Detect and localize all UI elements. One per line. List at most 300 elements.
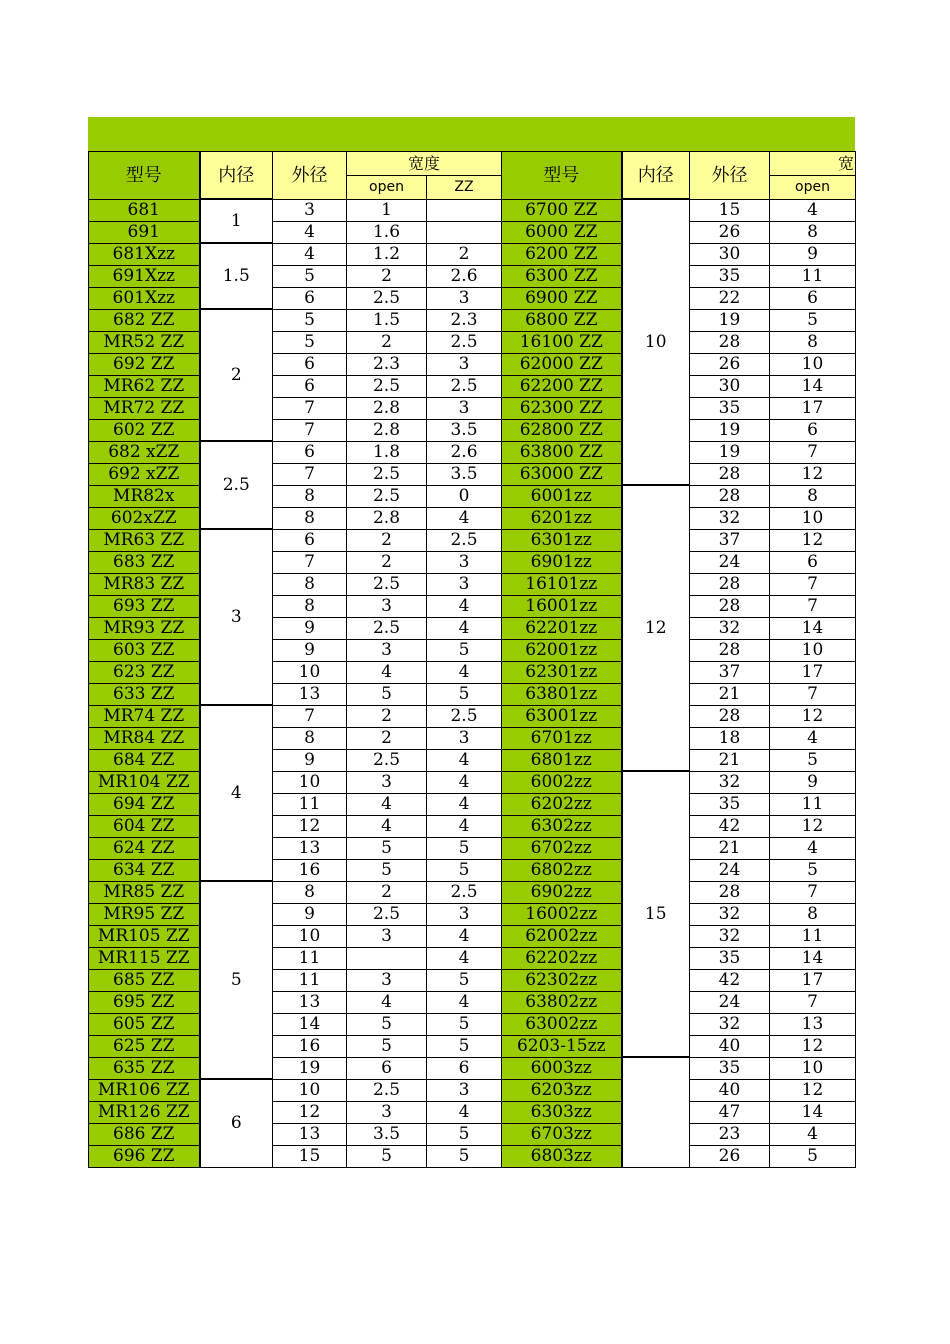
right-width-open-cell: 17 bbox=[770, 661, 856, 683]
right-width-open-cell: 11 bbox=[770, 265, 856, 287]
right-model-cell: 62300 ZZ bbox=[502, 397, 622, 419]
right-outer-diameter-cell: 47 bbox=[690, 1101, 770, 1123]
left-width-open-cell: 5 bbox=[347, 837, 427, 859]
right-width-open-cell: 7 bbox=[770, 683, 856, 705]
left-width-zz-cell: 2 bbox=[427, 243, 502, 265]
left-width-open-cell: 5 bbox=[347, 1145, 427, 1167]
title-band bbox=[88, 117, 855, 151]
right-outer-diameter-cell: 28 bbox=[690, 463, 770, 485]
left-model-cell: 623 ZZ bbox=[89, 661, 200, 683]
left-width-open-cell: 2.3 bbox=[347, 353, 427, 375]
left-model-cell: 692 ZZ bbox=[89, 353, 200, 375]
right-outer-diameter-cell: 15 bbox=[690, 199, 770, 221]
left-model-cell: MR104 ZZ bbox=[89, 771, 200, 793]
table-row bbox=[89, 309, 856, 331]
left-outer-diameter-cell: 8 bbox=[273, 595, 347, 617]
right-model-cell: 6902zz bbox=[502, 881, 622, 903]
left-width-zz-cell: 4 bbox=[427, 749, 502, 771]
right-width-open-cell: 12 bbox=[770, 1035, 856, 1057]
left-outer-diameter-cell: 13 bbox=[273, 837, 347, 859]
right-model-cell: 6703zz bbox=[502, 1123, 622, 1145]
right-outer-diameter-cell: 24 bbox=[690, 551, 770, 573]
left-model-cell: 602 ZZ bbox=[89, 419, 200, 441]
right-outer-diameter-cell: 42 bbox=[690, 969, 770, 991]
right-width-open-cell: 7 bbox=[770, 881, 856, 903]
left-model-cell: 681Xzz bbox=[89, 243, 200, 265]
left-model-cell: MR82x bbox=[89, 485, 200, 507]
left-width-open-cell: 4 bbox=[347, 991, 427, 1013]
right-outer-diameter-cell: 28 bbox=[690, 485, 770, 507]
left-outer-diameter-cell: 8 bbox=[273, 727, 347, 749]
left-width-zz-cell: 2.5 bbox=[427, 705, 502, 727]
table-row bbox=[89, 243, 856, 265]
left-width-zz-cell: 2.6 bbox=[427, 441, 502, 463]
left-width-open-cell: 5 bbox=[347, 1013, 427, 1035]
left-model-cell: 603 ZZ bbox=[89, 639, 200, 661]
right-width-open-cell: 4 bbox=[770, 837, 856, 859]
right-model-cell: 6803zz bbox=[502, 1145, 622, 1167]
right-model-cell: 6003zz bbox=[502, 1057, 622, 1079]
right-width-open-cell: 14 bbox=[770, 947, 856, 969]
left-width-open-cell: 2.5 bbox=[347, 287, 427, 309]
table-row bbox=[89, 529, 856, 551]
left-outer-diameter-cell: 14 bbox=[273, 1013, 347, 1035]
left-model-cell: 684 ZZ bbox=[89, 749, 200, 771]
right-width-open-cell: 8 bbox=[770, 221, 856, 243]
right-model-cell: 63800 ZZ bbox=[502, 441, 622, 463]
right-outer-diameter-cell: 35 bbox=[690, 265, 770, 287]
left-width-zz-cell: 4 bbox=[427, 947, 502, 969]
left-width-open-cell: 2.8 bbox=[347, 397, 427, 419]
left-model-cell: MR84 ZZ bbox=[89, 727, 200, 749]
right-model-cell: 6801zz bbox=[502, 749, 622, 771]
left-width-open-cell bbox=[347, 947, 427, 969]
right-outer-diameter-cell: 35 bbox=[690, 947, 770, 969]
header-open: open bbox=[347, 175, 427, 199]
left-width-open-cell: 5 bbox=[347, 683, 427, 705]
right-width-open-cell: 17 bbox=[770, 969, 856, 991]
right-model-cell: 62001zz bbox=[502, 639, 622, 661]
left-width-zz-cell: 5 bbox=[427, 1123, 502, 1145]
left-model-cell: MR83 ZZ bbox=[89, 573, 200, 595]
left-outer-diameter-cell: 9 bbox=[273, 617, 347, 639]
left-width-zz-cell: 3 bbox=[427, 551, 502, 573]
left-inner-diameter-cell: 2.5 bbox=[200, 441, 273, 529]
right-outer-diameter-cell: 21 bbox=[690, 837, 770, 859]
left-outer-diameter-cell: 11 bbox=[273, 969, 347, 991]
right-model-cell: 16101zz bbox=[502, 573, 622, 595]
right-model-cell: 6303zz bbox=[502, 1101, 622, 1123]
left-width-zz-cell: 3.5 bbox=[427, 463, 502, 485]
left-outer-diameter-cell: 8 bbox=[273, 507, 347, 529]
left-outer-diameter-cell: 16 bbox=[273, 859, 347, 881]
left-width-open-cell: 2.5 bbox=[347, 903, 427, 925]
header-inner-diameter: 内径 bbox=[200, 152, 273, 200]
left-model-cell: 605 ZZ bbox=[89, 1013, 200, 1035]
left-width-zz-cell: 3 bbox=[427, 1079, 502, 1101]
right-model-cell: 6203-15zz bbox=[502, 1035, 622, 1057]
right-outer-diameter-cell: 28 bbox=[690, 705, 770, 727]
left-model-cell: 686 ZZ bbox=[89, 1123, 200, 1145]
left-outer-diameter-cell: 5 bbox=[273, 331, 347, 353]
right-width-open-cell: 8 bbox=[770, 485, 856, 507]
left-width-open-cell: 5 bbox=[347, 859, 427, 881]
left-outer-diameter-cell: 11 bbox=[273, 793, 347, 815]
left-model-cell: MR72 ZZ bbox=[89, 397, 200, 419]
right-width-open-cell: 4 bbox=[770, 727, 856, 749]
right-outer-diameter-cell: 19 bbox=[690, 441, 770, 463]
left-model-cell: MR62 ZZ bbox=[89, 375, 200, 397]
left-outer-diameter-cell: 6 bbox=[273, 529, 347, 551]
left-width-open-cell: 6 bbox=[347, 1057, 427, 1079]
left-model-cell: 604 ZZ bbox=[89, 815, 200, 837]
right-width-open-cell: 8 bbox=[770, 331, 856, 353]
left-width-zz-cell: 3 bbox=[427, 287, 502, 309]
left-width-zz-cell: 4 bbox=[427, 991, 502, 1013]
left-width-open-cell: 2.8 bbox=[347, 507, 427, 529]
left-width-zz-cell: 5 bbox=[427, 1013, 502, 1035]
left-outer-diameter-cell: 7 bbox=[273, 551, 347, 573]
left-model-cell: 624 ZZ bbox=[89, 837, 200, 859]
left-model-cell: MR105 ZZ bbox=[89, 925, 200, 947]
left-width-zz-cell: 4 bbox=[427, 595, 502, 617]
right-outer-diameter-cell: 35 bbox=[690, 1057, 770, 1079]
right-outer-diameter-cell: 18 bbox=[690, 727, 770, 749]
left-outer-diameter-cell: 9 bbox=[273, 749, 347, 771]
left-outer-diameter-cell: 13 bbox=[273, 683, 347, 705]
table-row bbox=[89, 441, 856, 463]
right-model-cell: 6001zz bbox=[502, 485, 622, 507]
header-inner-diameter-right: 内径 bbox=[622, 152, 690, 200]
left-width-open-cell: 2 bbox=[347, 331, 427, 353]
left-width-open-cell: 2 bbox=[347, 551, 427, 573]
left-width-open-cell: 2 bbox=[347, 705, 427, 727]
left-width-zz-cell: 5 bbox=[427, 1035, 502, 1057]
left-inner-diameter-cell: 2 bbox=[200, 309, 273, 441]
left-width-zz-cell: 4 bbox=[427, 1101, 502, 1123]
right-outer-diameter-cell: 26 bbox=[690, 221, 770, 243]
left-width-open-cell: 2 bbox=[347, 881, 427, 903]
left-model-cell: 625 ZZ bbox=[89, 1035, 200, 1057]
left-width-open-cell: 4 bbox=[347, 661, 427, 683]
left-model-cell: 601Xzz bbox=[89, 287, 200, 309]
left-width-zz-cell: 2.5 bbox=[427, 331, 502, 353]
right-outer-diameter-cell: 37 bbox=[690, 661, 770, 683]
header-zz: ZZ bbox=[427, 175, 502, 199]
left-width-zz-cell: 2.6 bbox=[427, 265, 502, 287]
left-width-zz-cell: 5 bbox=[427, 837, 502, 859]
left-outer-diameter-cell: 5 bbox=[273, 265, 347, 287]
left-outer-diameter-cell: 10 bbox=[273, 661, 347, 683]
right-outer-diameter-cell: 30 bbox=[690, 243, 770, 265]
right-outer-diameter-cell: 30 bbox=[690, 375, 770, 397]
right-model-cell: 6203zz bbox=[502, 1079, 622, 1101]
right-outer-diameter-cell: 40 bbox=[690, 1035, 770, 1057]
left-width-open-cell: 3.5 bbox=[347, 1123, 427, 1145]
right-model-cell: 6300 ZZ bbox=[502, 265, 622, 287]
right-width-open-cell: 5 bbox=[770, 1145, 856, 1167]
right-outer-diameter-cell: 32 bbox=[690, 507, 770, 529]
left-width-zz-cell bbox=[427, 199, 502, 221]
right-model-cell: 16002zz bbox=[502, 903, 622, 925]
left-width-zz-cell: 4 bbox=[427, 925, 502, 947]
left-model-cell: 693 ZZ bbox=[89, 595, 200, 617]
right-model-cell: 63002zz bbox=[502, 1013, 622, 1035]
left-outer-diameter-cell: 3 bbox=[273, 199, 347, 221]
left-outer-diameter-cell: 10 bbox=[273, 771, 347, 793]
right-model-cell: 6000 ZZ bbox=[502, 221, 622, 243]
left-model-cell: MR126 ZZ bbox=[89, 1101, 200, 1123]
left-inner-diameter-cell: 3 bbox=[200, 529, 273, 705]
left-width-open-cell: 1.5 bbox=[347, 309, 427, 331]
right-width-open-cell: 5 bbox=[770, 749, 856, 771]
header-model: 型号 bbox=[89, 152, 200, 200]
left-inner-diameter-cell: 6 bbox=[200, 1079, 273, 1167]
left-model-cell: MR106 ZZ bbox=[89, 1079, 200, 1101]
header-open-right: open bbox=[770, 175, 856, 199]
table-row bbox=[89, 705, 856, 727]
left-model-cell: 694 ZZ bbox=[89, 793, 200, 815]
right-width-open-cell: 10 bbox=[770, 353, 856, 375]
left-width-zz-cell: 3 bbox=[427, 397, 502, 419]
right-model-cell: 62000 ZZ bbox=[502, 353, 622, 375]
right-model-cell: 6900 ZZ bbox=[502, 287, 622, 309]
left-width-open-cell: 3 bbox=[347, 925, 427, 947]
left-width-open-cell: 2 bbox=[347, 265, 427, 287]
right-model-cell: 63001zz bbox=[502, 705, 622, 727]
right-outer-diameter-cell: 21 bbox=[690, 683, 770, 705]
header-model-right: 型号 bbox=[502, 152, 622, 200]
header-row bbox=[89, 152, 856, 176]
left-width-zz-cell: 5 bbox=[427, 1145, 502, 1167]
right-width-open-cell: 8 bbox=[770, 903, 856, 925]
right-model-cell: 6802zz bbox=[502, 859, 622, 881]
left-width-zz-cell: 2.3 bbox=[427, 309, 502, 331]
right-model-cell: 62800 ZZ bbox=[502, 419, 622, 441]
right-model-cell: 6700 ZZ bbox=[502, 199, 622, 221]
right-model-cell: 6002zz bbox=[502, 771, 622, 793]
left-model-cell: MR52 ZZ bbox=[89, 331, 200, 353]
right-model-cell: 6302zz bbox=[502, 815, 622, 837]
right-model-cell: 62002zz bbox=[502, 925, 622, 947]
right-outer-diameter-cell: 21 bbox=[690, 749, 770, 771]
table-row bbox=[89, 881, 856, 903]
right-model-cell: 6202zz bbox=[502, 793, 622, 815]
right-width-open-cell: 17 bbox=[770, 397, 856, 419]
left-width-open-cell: 4 bbox=[347, 815, 427, 837]
right-outer-diameter-cell: 22 bbox=[690, 287, 770, 309]
left-outer-diameter-cell: 4 bbox=[273, 221, 347, 243]
left-outer-diameter-cell: 13 bbox=[273, 1123, 347, 1145]
left-model-cell: MR63 ZZ bbox=[89, 529, 200, 551]
left-model-cell: 633 ZZ bbox=[89, 683, 200, 705]
left-outer-diameter-cell: 8 bbox=[273, 485, 347, 507]
right-model-cell: 62201zz bbox=[502, 617, 622, 639]
left-model-cell: 696 ZZ bbox=[89, 1145, 200, 1167]
right-model-cell: 62302zz bbox=[502, 969, 622, 991]
left-model-cell: 635 ZZ bbox=[89, 1057, 200, 1079]
left-outer-diameter-cell: 8 bbox=[273, 881, 347, 903]
left-width-open-cell: 4 bbox=[347, 793, 427, 815]
right-model-cell: 6702zz bbox=[502, 837, 622, 859]
right-width-open-cell: 7 bbox=[770, 441, 856, 463]
right-width-open-cell: 12 bbox=[770, 705, 856, 727]
left-width-zz-cell: 2.5 bbox=[427, 529, 502, 551]
left-model-cell: 691Xzz bbox=[89, 265, 200, 287]
right-width-open-cell: 10 bbox=[770, 507, 856, 529]
table-row bbox=[89, 1079, 856, 1101]
right-inner-diameter-cell: 10 bbox=[622, 199, 690, 485]
left-width-zz-cell: 2.5 bbox=[427, 881, 502, 903]
left-width-open-cell: 1.2 bbox=[347, 243, 427, 265]
right-model-cell: 62200 ZZ bbox=[502, 375, 622, 397]
right-outer-diameter-cell: 28 bbox=[690, 573, 770, 595]
table-row bbox=[89, 199, 856, 221]
left-width-zz-cell: 0 bbox=[427, 485, 502, 507]
right-model-cell: 6200 ZZ bbox=[502, 243, 622, 265]
left-width-open-cell: 2.5 bbox=[347, 375, 427, 397]
right-outer-diameter-cell: 32 bbox=[690, 771, 770, 793]
left-outer-diameter-cell: 10 bbox=[273, 925, 347, 947]
right-width-open-cell: 7 bbox=[770, 595, 856, 617]
right-width-open-cell: 10 bbox=[770, 1057, 856, 1079]
left-outer-diameter-cell: 6 bbox=[273, 441, 347, 463]
right-outer-diameter-cell: 42 bbox=[690, 815, 770, 837]
left-width-open-cell: 1.6 bbox=[347, 221, 427, 243]
left-model-cell: 691 bbox=[89, 221, 200, 243]
right-outer-diameter-cell: 19 bbox=[690, 419, 770, 441]
left-width-open-cell: 2.5 bbox=[347, 617, 427, 639]
right-width-open-cell: 12 bbox=[770, 1079, 856, 1101]
right-outer-diameter-cell: 24 bbox=[690, 991, 770, 1013]
right-width-open-cell: 4 bbox=[770, 1123, 856, 1145]
right-inner-diameter-cell: 12 bbox=[622, 485, 690, 771]
right-width-open-cell: 13 bbox=[770, 1013, 856, 1035]
left-outer-diameter-cell: 10 bbox=[273, 1079, 347, 1101]
left-width-zz-cell: 3 bbox=[427, 903, 502, 925]
left-width-open-cell: 5 bbox=[347, 1035, 427, 1057]
left-width-zz-cell bbox=[427, 221, 502, 243]
right-width-open-cell: 6 bbox=[770, 287, 856, 309]
left-width-zz-cell: 4 bbox=[427, 793, 502, 815]
left-width-zz-cell: 3 bbox=[427, 573, 502, 595]
header-width-right-clipped: 宽 bbox=[770, 152, 856, 176]
right-model-cell: 16001zz bbox=[502, 595, 622, 617]
left-outer-diameter-cell: 19 bbox=[273, 1057, 347, 1079]
right-model-cell: 6301zz bbox=[502, 529, 622, 551]
left-outer-diameter-cell: 7 bbox=[273, 419, 347, 441]
left-model-cell: 634 ZZ bbox=[89, 859, 200, 881]
left-width-zz-cell: 3 bbox=[427, 353, 502, 375]
left-width-open-cell: 3 bbox=[347, 639, 427, 661]
left-model-cell: MR74 ZZ bbox=[89, 705, 200, 727]
left-width-open-cell: 3 bbox=[347, 595, 427, 617]
right-width-open-cell: 12 bbox=[770, 463, 856, 485]
right-width-open-cell: 12 bbox=[770, 815, 856, 837]
left-model-cell: 695 ZZ bbox=[89, 991, 200, 1013]
right-model-cell: 62202zz bbox=[502, 947, 622, 969]
right-outer-diameter-cell: 32 bbox=[690, 617, 770, 639]
right-model-cell: 62301zz bbox=[502, 661, 622, 683]
left-outer-diameter-cell: 6 bbox=[273, 375, 347, 397]
right-width-open-cell: 5 bbox=[770, 309, 856, 331]
right-model-cell: 6701zz bbox=[502, 727, 622, 749]
left-outer-diameter-cell: 12 bbox=[273, 815, 347, 837]
left-model-cell: 683 ZZ bbox=[89, 551, 200, 573]
header-width: 宽度 bbox=[347, 152, 502, 176]
right-outer-diameter-cell: 28 bbox=[690, 331, 770, 353]
left-width-zz-cell: 3.5 bbox=[427, 419, 502, 441]
left-width-open-cell: 2.5 bbox=[347, 485, 427, 507]
left-width-zz-cell: 3 bbox=[427, 727, 502, 749]
right-inner-diameter-cell bbox=[622, 1057, 690, 1167]
left-width-zz-cell: 2.5 bbox=[427, 375, 502, 397]
left-inner-diameter-cell: 1 bbox=[200, 199, 273, 243]
right-width-open-cell: 5 bbox=[770, 859, 856, 881]
right-width-open-cell: 11 bbox=[770, 793, 856, 815]
left-outer-diameter-cell: 7 bbox=[273, 463, 347, 485]
right-width-open-cell: 14 bbox=[770, 375, 856, 397]
right-width-open-cell: 14 bbox=[770, 1101, 856, 1123]
left-width-open-cell: 3 bbox=[347, 771, 427, 793]
right-outer-diameter-cell: 24 bbox=[690, 859, 770, 881]
left-model-cell: 681 bbox=[89, 199, 200, 221]
right-outer-diameter-cell: 23 bbox=[690, 1123, 770, 1145]
right-model-cell: 63000 ZZ bbox=[502, 463, 622, 485]
left-model-cell: 602xZZ bbox=[89, 507, 200, 529]
right-inner-diameter-cell: 15 bbox=[622, 771, 690, 1057]
left-outer-diameter-cell: 12 bbox=[273, 1101, 347, 1123]
right-outer-diameter-cell: 26 bbox=[690, 1145, 770, 1167]
right-width-open-cell: 12 bbox=[770, 529, 856, 551]
left-width-open-cell: 2 bbox=[347, 529, 427, 551]
left-width-open-cell: 2 bbox=[347, 727, 427, 749]
left-width-open-cell: 2.5 bbox=[347, 749, 427, 771]
bearing-table bbox=[88, 151, 856, 1168]
right-width-open-cell: 9 bbox=[770, 243, 856, 265]
right-outer-diameter-cell: 37 bbox=[690, 529, 770, 551]
left-outer-diameter-cell: 7 bbox=[273, 705, 347, 727]
left-model-cell: MR115 ZZ bbox=[89, 947, 200, 969]
right-outer-diameter-cell: 40 bbox=[690, 1079, 770, 1101]
right-outer-diameter-cell: 28 bbox=[690, 639, 770, 661]
right-width-open-cell: 4 bbox=[770, 199, 856, 221]
left-width-zz-cell: 4 bbox=[427, 617, 502, 639]
left-width-open-cell: 2.8 bbox=[347, 419, 427, 441]
right-outer-diameter-cell: 19 bbox=[690, 309, 770, 331]
right-width-open-cell: 6 bbox=[770, 551, 856, 573]
left-width-open-cell: 1.8 bbox=[347, 441, 427, 463]
left-outer-diameter-cell: 13 bbox=[273, 991, 347, 1013]
right-width-open-cell: 14 bbox=[770, 617, 856, 639]
left-width-zz-cell: 4 bbox=[427, 661, 502, 683]
left-outer-diameter-cell: 4 bbox=[273, 243, 347, 265]
left-width-open-cell: 2.5 bbox=[347, 1079, 427, 1101]
right-outer-diameter-cell: 26 bbox=[690, 353, 770, 375]
right-outer-diameter-cell: 28 bbox=[690, 595, 770, 617]
left-outer-diameter-cell: 16 bbox=[273, 1035, 347, 1057]
left-width-open-cell: 2.5 bbox=[347, 463, 427, 485]
left-width-open-cell: 3 bbox=[347, 1101, 427, 1123]
left-outer-diameter-cell: 6 bbox=[273, 287, 347, 309]
left-width-zz-cell: 5 bbox=[427, 683, 502, 705]
right-width-open-cell: 6 bbox=[770, 419, 856, 441]
left-model-cell: MR85 ZZ bbox=[89, 881, 200, 903]
right-width-open-cell: 7 bbox=[770, 991, 856, 1013]
right-outer-diameter-cell: 35 bbox=[690, 793, 770, 815]
left-model-cell: 682 xZZ bbox=[89, 441, 200, 463]
left-width-zz-cell: 5 bbox=[427, 969, 502, 991]
